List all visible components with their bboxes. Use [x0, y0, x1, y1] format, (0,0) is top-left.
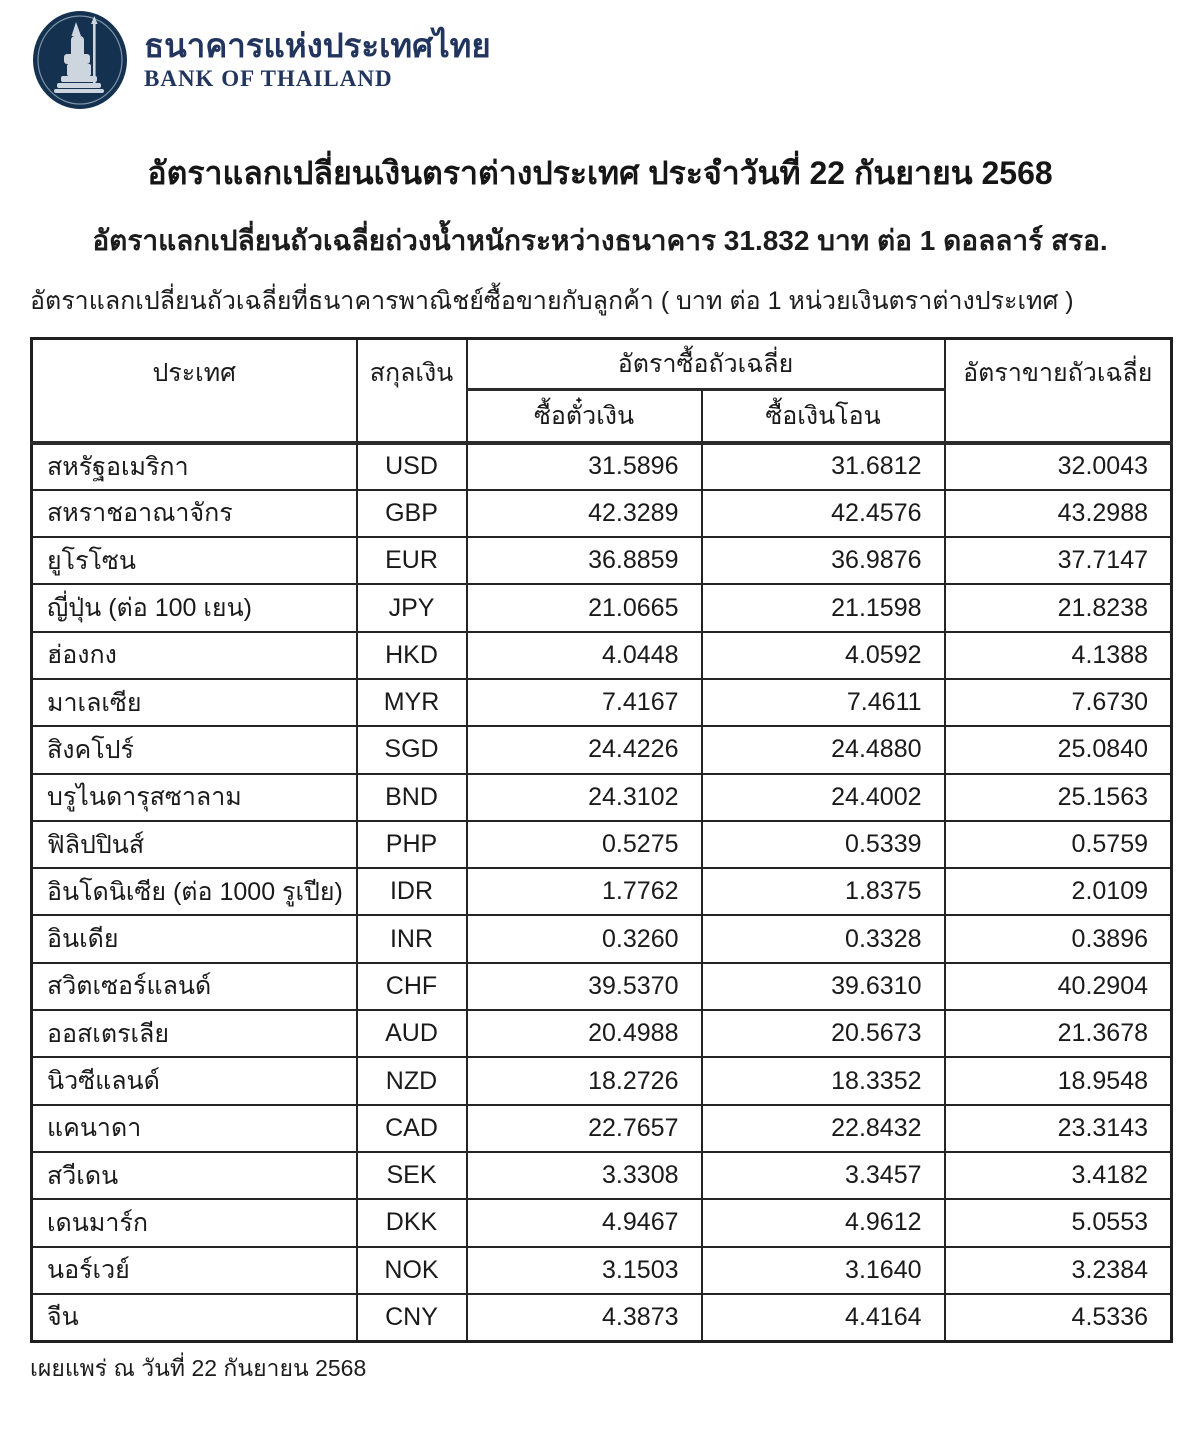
buying-sight-bill-cell: 39.5370 — [467, 963, 702, 1010]
buying-sight-bill-cell: 3.3308 — [467, 1152, 702, 1199]
buying-sight-bill-cell: 0.5275 — [467, 821, 702, 868]
country-cell: แคนาดา — [32, 1105, 357, 1152]
buying-sight-bill-cell: 22.7657 — [467, 1105, 702, 1152]
buying-sight-bill-cell: 24.4226 — [467, 726, 702, 773]
table-row — [32, 915, 1172, 962]
table-row — [32, 1199, 1172, 1246]
country-cell: นิวซีแลนด์ — [32, 1057, 357, 1104]
bank-names — [144, 28, 491, 92]
buying-sight-bill-cell: 42.3289 — [467, 490, 702, 537]
buying-transfer-cell: 0.5339 — [702, 821, 945, 868]
country-cell: อินโดนิเซีย (ต่อ 1000 รูเปีย) — [32, 868, 357, 915]
buying-transfer-cell: 24.4880 — [702, 726, 945, 773]
bank-name-thai: ธนาคารแห่งประเทศไทย — [144, 26, 491, 64]
currency-code-cell: BND — [357, 774, 467, 821]
selling-rate-cell: 0.5759 — [945, 821, 1172, 868]
bank-header — [0, 0, 1200, 112]
table-row — [32, 490, 1172, 537]
buying-sight-bill-cell: 0.3260 — [467, 915, 702, 962]
buying-sight-bill-cell: 1.7762 — [467, 868, 702, 915]
selling-rate-cell: 5.0553 — [945, 1199, 1172, 1246]
selling-rate-cell: 21.3678 — [945, 1010, 1172, 1057]
currency-code-cell: IDR — [357, 868, 467, 915]
country-cell: นอร์เวย์ — [32, 1247, 357, 1294]
country-cell: สวิตเซอร์แลนด์ — [32, 963, 357, 1010]
buying-transfer-cell: 1.8375 — [702, 868, 945, 915]
country-cell: สวีเดน — [32, 1152, 357, 1199]
country-cell: มาเลเซีย — [32, 679, 357, 726]
buying-transfer-cell: 4.0592 — [702, 632, 945, 679]
table-row — [32, 1294, 1172, 1341]
buying-sight-bill-cell: 4.0448 — [467, 632, 702, 679]
buying-sight-bill-cell: 18.2726 — [467, 1057, 702, 1104]
table-row — [32, 632, 1172, 679]
currency-code-cell: AUD — [357, 1010, 467, 1057]
selling-rate-cell: 40.2904 — [945, 963, 1172, 1010]
table-row — [32, 821, 1172, 868]
country-cell: ญี่ปุ่น (ต่อ 100 เยน) — [32, 584, 357, 631]
bank-name-english: BANK OF THAILAND — [144, 66, 393, 92]
table-header — [32, 339, 1172, 443]
buying-sight-bill-cell: 21.0665 — [467, 584, 702, 631]
table-row — [32, 537, 1172, 584]
selling-rate-cell: 7.6730 — [945, 679, 1172, 726]
buying-transfer-cell: 3.1640 — [702, 1247, 945, 1294]
buying-transfer-cell: 3.3457 — [702, 1152, 945, 1199]
selling-rate-cell: 32.0043 — [945, 443, 1172, 490]
buying-transfer-cell: 31.6812 — [702, 443, 945, 490]
currency-code-cell: SEK — [357, 1152, 467, 1199]
buying-transfer-cell: 42.4576 — [702, 490, 945, 537]
buying-transfer-cell: 4.4164 — [702, 1294, 945, 1341]
buying-transfer-cell: 39.6310 — [702, 963, 945, 1010]
selling-rate-cell: 2.0109 — [945, 868, 1172, 915]
buying-sight-bill-cell: 7.4167 — [467, 679, 702, 726]
selling-rate-cell: 4.5336 — [945, 1294, 1172, 1341]
country-cell: สิงคโปร์ — [32, 726, 357, 773]
selling-rate-cell: 23.3143 — [945, 1105, 1172, 1152]
country-cell: สหรัฐอเมริกา — [32, 443, 357, 490]
country-cell: สหราชอาณาจักร — [32, 490, 357, 537]
table-row — [32, 584, 1172, 631]
table-row — [32, 443, 1172, 490]
buying-transfer-cell: 4.9612 — [702, 1199, 945, 1246]
selling-rate-cell: 18.9548 — [945, 1057, 1172, 1104]
customer-rate-subtitle: อัตราแลกเปลี่ยนถัวเฉลี่ยที่ธนาคารพาณิชย์ซื้อขายกับลูกค้า ( บาท ต่อ 1 หน่วยเงินตราต่างประเทศ ) — [30, 287, 1074, 315]
currency-code-cell: MYR — [357, 679, 467, 726]
currency-code-cell: GBP — [357, 490, 467, 537]
country-cell: บรูไนดารุสซาลาม — [32, 774, 357, 821]
table-row — [32, 963, 1172, 1010]
selling-rate-cell: 0.3896 — [945, 915, 1172, 962]
currency-code-cell: USD — [357, 443, 467, 490]
selling-rate-cell: 3.2384 — [945, 1247, 1172, 1294]
buying-transfer-cell: 18.3352 — [702, 1057, 945, 1104]
currency-code-cell: CNY — [357, 1294, 467, 1341]
buying-sight-bill-cell: 3.1503 — [467, 1247, 702, 1294]
buying-transfer-cell: 0.3328 — [702, 915, 945, 962]
country-cell: ออสเตรเลีย — [32, 1010, 357, 1057]
currency-code-cell: NOK — [357, 1247, 467, 1294]
table-row — [32, 1105, 1172, 1152]
page-title: อัตราแลกเปลี่ยนเงินตราต่างประเทศ ประจำวันที่ 22 กันยายน 2568 — [147, 155, 1053, 191]
table-row — [32, 774, 1172, 821]
currency-code-cell: CHF — [357, 963, 467, 1010]
currency-code-cell: PHP — [357, 821, 467, 868]
currency-code-cell: NZD — [357, 1057, 467, 1104]
buying-transfer-cell: 21.1598 — [702, 584, 945, 631]
selling-rate-cell: 3.4182 — [945, 1152, 1172, 1199]
table-row — [32, 1247, 1172, 1294]
buying-sight-bill-cell: 4.3873 — [467, 1294, 702, 1341]
table-row — [32, 679, 1172, 726]
interbank-rate-subtitle: อัตราแลกเปลี่ยนถัวเฉลี่ยถ่วงน้ำหนักระหว่างธนาคาร 31.832 บาท ต่อ 1 ดอลลาร์ สรอ. — [92, 225, 1108, 256]
country-cell: ยูโรโซน — [32, 537, 357, 584]
title-block — [0, 148, 1200, 321]
column-header-currency: สกุลเงิน — [357, 339, 467, 443]
table-row — [32, 726, 1172, 773]
table-row — [32, 868, 1172, 915]
buying-transfer-cell: 24.4002 — [702, 774, 945, 821]
currency-code-cell: INR — [357, 915, 467, 962]
currency-code-cell: DKK — [357, 1199, 467, 1246]
exchange-rate-table — [30, 337, 1173, 1343]
selling-rate-cell: 25.0840 — [945, 726, 1172, 773]
buying-sight-bill-cell: 20.4988 — [467, 1010, 702, 1057]
table-row — [32, 1057, 1172, 1104]
buying-transfer-cell: 7.4611 — [702, 679, 945, 726]
selling-rate-cell: 25.1563 — [945, 774, 1172, 821]
column-header-selling: อัตราขายถัวเฉลี่ย — [945, 339, 1172, 443]
buying-sight-bill-cell: 36.8859 — [467, 537, 702, 584]
buying-transfer-cell: 36.9876 — [702, 537, 945, 584]
table-body — [32, 443, 1172, 1342]
buying-sight-bill-cell: 4.9467 — [467, 1199, 702, 1246]
country-cell: ฮ่องกง — [32, 632, 357, 679]
column-header-buying-transfer: ซื้อเงินโอน — [702, 389, 945, 442]
country-cell: เดนมาร์ก — [32, 1199, 357, 1246]
currency-code-cell: CAD — [357, 1105, 467, 1152]
selling-rate-cell: 4.1388 — [945, 632, 1172, 679]
column-header-buying-sight-bill: ซื้อตั๋วเงิน — [467, 389, 702, 442]
country-cell: อินเดีย — [32, 915, 357, 962]
buying-transfer-cell: 20.5673 — [702, 1010, 945, 1057]
table-row — [32, 1152, 1172, 1199]
currency-code-cell: EUR — [357, 537, 467, 584]
selling-rate-cell: 37.7147 — [945, 537, 1172, 584]
buying-sight-bill-cell: 31.5896 — [467, 443, 702, 490]
publish-date-note: เผยแพร่ ณ วันที่ 22 กันยายน 2568 — [30, 1354, 367, 1381]
currency-code-cell: SGD — [357, 726, 467, 773]
country-cell: จีน — [32, 1294, 357, 1341]
buying-sight-bill-cell: 24.3102 — [467, 774, 702, 821]
bank-of-thailand-logo-icon — [30, 10, 130, 110]
country-cell: ฟิลิปปินส์ — [32, 821, 357, 868]
column-header-buying-group: อัตราซื้อถัวเฉลี่ย — [467, 339, 945, 390]
table-row — [32, 1010, 1172, 1057]
buying-transfer-cell: 22.8432 — [702, 1105, 945, 1152]
currency-code-cell: JPY — [357, 584, 467, 631]
column-header-country: ประเทศ — [32, 339, 357, 443]
currency-code-cell: HKD — [357, 632, 467, 679]
selling-rate-cell: 21.8238 — [945, 584, 1172, 631]
selling-rate-cell: 43.2988 — [945, 490, 1172, 537]
